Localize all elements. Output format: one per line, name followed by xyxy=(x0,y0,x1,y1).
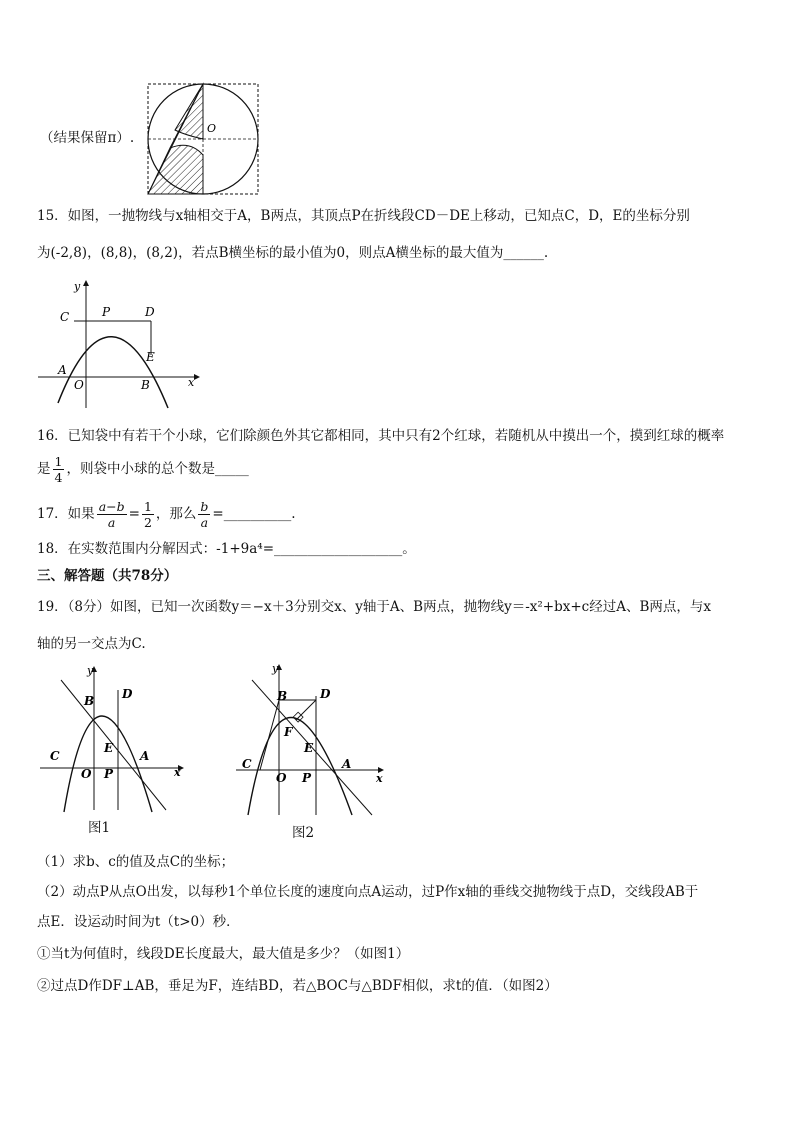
svg-text:D: D xyxy=(122,687,133,701)
q16-line1: 16．已知袋中有若干个小球，它们除颜色外其它都相同，其中只有2个红球，若随机从中摸出一个，摸到红球的概率 xyxy=(37,428,725,444)
parabola-fig2 xyxy=(248,718,352,816)
q16-line2 xyxy=(37,452,249,486)
q14-suffix: （结果保留π）. xyxy=(40,130,135,146)
svg-text:A: A xyxy=(140,749,150,763)
svg-text:B: B xyxy=(277,689,288,703)
svg-text:F: F xyxy=(284,725,293,739)
svg-text:E: E xyxy=(304,741,314,755)
svg-text:B: B xyxy=(141,378,150,392)
q17-fraction-3: $\frac{b}{a}$ xyxy=(200,499,209,530)
svg-text:P: P xyxy=(102,305,111,319)
q15-line2: 为(-2,8)，(8,8)，(8,2)，若点B横坐标的最小值为0，则点A横坐标的最大值为______. xyxy=(37,245,549,261)
q19-part2-line1: （2）动点P从点O出发，以每秒1个单位长度的速度向点A运动，过P作x轴的垂线交抛物线于点D，交线段AB于 xyxy=(37,884,699,900)
q17-fraction-1: $\frac{a-b}{a}$ xyxy=(98,499,125,530)
parabola-figure xyxy=(36,278,206,413)
q18-line: 18．在实数范围内分解因式：-1+9a⁴=___________________。 xyxy=(37,541,416,557)
svg-text:P: P xyxy=(104,767,114,781)
svg-text:x: x xyxy=(376,772,383,785)
svg-text:A: A xyxy=(58,363,67,377)
q19-part2-line2: 点E．设运动时间为t（t>0）秒． xyxy=(37,914,240,930)
q17-equals: = xyxy=(128,506,140,522)
svg-text:D: D xyxy=(145,305,155,319)
q19-line2: 轴的另一交点为C. xyxy=(37,636,146,652)
line-ab xyxy=(61,680,166,810)
label-o: O xyxy=(207,122,217,135)
svg-text:x: x xyxy=(174,766,181,779)
segment-bc xyxy=(260,700,279,770)
figure-2 xyxy=(232,660,392,825)
q17-fraction-2: $\frac{1}{2}$ xyxy=(143,499,152,530)
q17-suffix: =__________. xyxy=(212,506,296,522)
q16-fraction: $\frac{1}{4}$ xyxy=(54,454,63,485)
svg-text:C: C xyxy=(60,310,70,324)
q16-prefix: 是 xyxy=(37,461,51,477)
svg-text:E: E xyxy=(104,741,114,755)
q16-suffix: ，则袋中小球的总个数是_____ xyxy=(66,461,249,477)
q17-mid: ，那么 xyxy=(155,506,197,522)
segment-df xyxy=(296,700,316,720)
svg-text:y: y xyxy=(272,662,279,675)
circle-square-figure xyxy=(140,80,265,198)
q19-sub2: ②过点D作DF⊥AB，垂足为F，连结BD，若△BOC与△BDF相似，求t的值．（如图2） xyxy=(37,978,558,994)
q19-sub1: ①当t为何值时，线段DE长度最大，最大值是多少？（如图1） xyxy=(37,946,410,962)
svg-text:O: O xyxy=(81,767,92,781)
svg-text:D: D xyxy=(320,687,331,701)
svg-text:O: O xyxy=(276,771,287,785)
parabola-fig1 xyxy=(64,716,152,812)
svg-text:E: E xyxy=(146,350,155,364)
fig1-caption: 图1 xyxy=(88,820,111,836)
svg-text:y: y xyxy=(87,664,94,677)
q15-line1: 15．如图，一抛物线与x轴相交于A，B两点，其顶点P在折线段CD－DE上移动，已知点C，D，E的坐标分别 xyxy=(37,208,690,224)
svg-text:P: P xyxy=(302,771,312,785)
fig2-caption: 图2 xyxy=(292,825,315,841)
svg-text:C: C xyxy=(242,757,252,771)
section-3-title: 三、解答题（共78分） xyxy=(37,568,178,584)
svg-text:O: O xyxy=(74,378,84,392)
svg-text:C: C xyxy=(50,749,60,763)
svg-text:B: B xyxy=(84,694,95,708)
q17-line xyxy=(37,497,296,531)
figure-1 xyxy=(36,660,196,820)
q19-line1: 19．（8分）如图，已知一次函数y＝−x＋3分别交x、y轴于A、B两点，抛物线y＝-x²+bx+c经过A、B两点，与x xyxy=(37,599,712,615)
q17-prefix: 17．如果 xyxy=(37,506,95,522)
hatched-region-bottom xyxy=(148,145,203,194)
svg-text:x: x xyxy=(188,376,195,389)
svg-text:A: A xyxy=(342,757,352,771)
q19-part1: （1）求b、c的值及点C的坐标； xyxy=(37,854,235,870)
svg-text:y: y xyxy=(74,280,81,293)
